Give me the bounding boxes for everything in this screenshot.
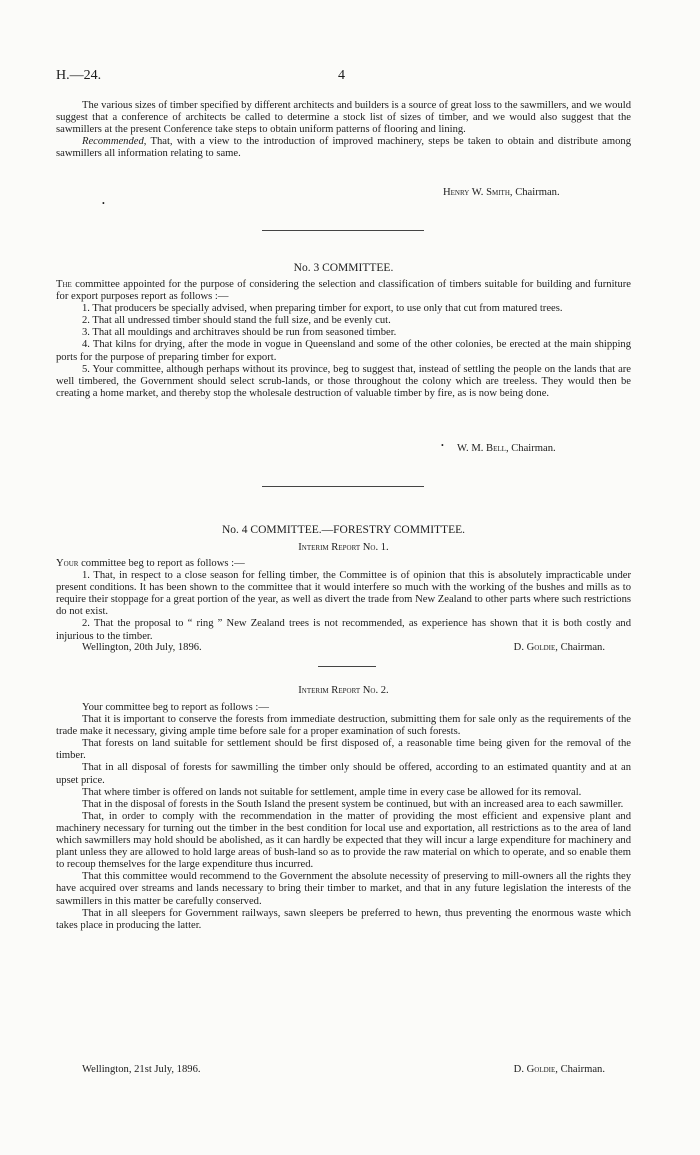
section-divider [262,230,424,231]
committee3-body [56,279,631,400]
document-reference: H.—24. [56,68,102,83]
section-divider [262,486,424,487]
report1-intro [56,558,631,570]
page-number: 4 [338,68,345,83]
signature-report1 [514,642,605,654]
committee3-intro [56,279,631,303]
interim-report-2-body [56,702,631,932]
list-item: That in all disposal of forests for sawmilling the timber only should be offered, according to an estimated quantity and at an upset price. [56,762,631,786]
signature-name: Henry W. Smith [443,187,510,198]
recommended-label: Recommended [82,136,144,148]
page-header [56,70,646,86]
list-item: That in the disposal of forests in the South Island the present system be continued, but with an increased area to each sawmiller. [82,798,624,810]
signature-section1 [443,187,560,199]
intro-text: committee appointed for the purpose of considering the selection and classification of timbers suitable for building and furniture for export purposes report as follows :— [56,279,631,303]
paragraph: The various sizes of timber specified by different architects and builders is a source of great loss to the sawmillers, and we would suggest that a conference of architects be called to determine a stock list of sizes of timber, and we would also suggest that the sawmillers at the present Conference take steps to obtain uniform patterns of flooring and lining. [56,100,631,136]
list-item: That in all sleepers for Government railways, sawn sleepers be preferred to hewn, thus preventing the enormous waste which takes place in producing the latter. [56,907,631,931]
committee4-heading: No. 4 COMMITTEE.—FORESTRY COMMITTEE. [222,524,465,536]
list-item: 1. That, in respect to a close season for felling timber, the Committee is of opinion that this is absolutely impracticable under present conditions. It has been shown to the committee that it would interfere so much with the working of the bushes and mills as to require their stoppage for a great portion of the year, as well as divert the trade from New Zealand to other parts where such restrictions do not exist. [56,570,631,618]
signature-title: , Chairman. [555,642,605,653]
list-item: That forests on land suitable for settlement should be first disposed of, a reasonable time being given for the removal of the timber. [56,738,631,762]
section-sizes-of-timber [56,100,631,160]
lead-word: Your [56,558,79,569]
signature-committee3 [457,443,556,455]
committee3-heading: No. 3 COMMITTEE. [293,262,394,274]
signature-name: D. Goldie [513,1064,556,1075]
signature-title: , Chairman. [509,187,560,198]
list-item: That where timber is offered on lands not suitable for settlement, ample time in every case be allowed for its removal. [82,786,582,798]
list-item: 3. That all mouldings and architraves should be run from seasoned timber. [82,327,397,339]
list-item: 1. That producers be specially advised, when preparing timber for export, to use only that cut from matured trees. [82,303,563,315]
report1-footer [56,642,631,656]
signature-name: D. Goldie [513,642,556,653]
signature-report2 [514,1064,605,1076]
list-item: 2. That the proposal to “ ring ” New Zealand trees is not recommended, as experience has shown that it is both costly and injurious to the timber. [56,618,631,642]
list-item: 2. That all undressed timber should stand the full size, and be evenly cut. [82,315,391,327]
lead-word: The [56,279,72,290]
signature-title: , Chairman. [555,1064,605,1075]
section-divider [318,666,376,667]
list-item: 5. Your committee, although perhaps without its province, beg to suggest that, instead of settling the people on the lands that are well timbered, the Government should select scrub-lands, or those throughout the colony which are treeless. They would then be creating a home market, and thereby stop the wholesale destruction of valuable timber by fire, as is now being done. [56,363,631,399]
interim-report-1-body [56,558,631,643]
place-date: Wellington, 21st July, 1896. [82,1064,201,1075]
list-item: That this committee would recommend to the Government the absolute necessity of preserving to mill-owners all the rights they have acquired over streams and lands necessary to bring their timber to market, and that in any future legislation the interests of the sawmillers in this matter be carefully conserved. [56,871,631,907]
stray-mark: • [441,441,444,450]
stray-mark: • [102,199,105,208]
list-item: That it is important to conserve the forests from immediate destruction, submitting them for sale only as the requirements of the trade make it necessary, giving ample time before sale for a proper examination of such forests. [56,714,631,738]
report2-footer [56,1064,631,1078]
list-item: 4. That kilns for drying, after the mode in vogue in Queensland and some of the other colonies, be erected at the main shipping ports for the purpose of preparing timber for export. [56,339,631,363]
signature-name: W. M. Bell [457,443,506,454]
signature-title: , Chairman. [505,443,556,454]
interim-report-1-heading: Interim Report No. 1. [298,542,389,553]
intro-text: committee beg to report as follows :— [78,558,245,569]
list-item: That, in order to comply with the recommendation in the matter of providing the most efficient and expensive plant and machinery necessary for turning out the timber in the best condition for local use and exportation, all restrictions as to the area of land which sawmillers may hold should be abolished, as it can hardly be expected that they will incur a large expenditure for machinery and plant unless they are allowed to hold large areas of bush-land so as to provide the raw material on which to operate, and so enable them to recoup themselves for the large expenditure thus incurred. [56,810,631,871]
place-date: Wellington, 20th July, 1896. [82,642,202,653]
report2-intro: Your committee beg to report as follows :— [82,702,269,713]
recommendation-paragraph [56,136,631,160]
recommendation-text: , That, with a view to the introduction of improved machinery, steps be taken to obtain and distribute among sawmillers all information relating to same. [56,136,631,160]
interim-report-2-heading: Interim Report No. 2. [298,685,389,696]
